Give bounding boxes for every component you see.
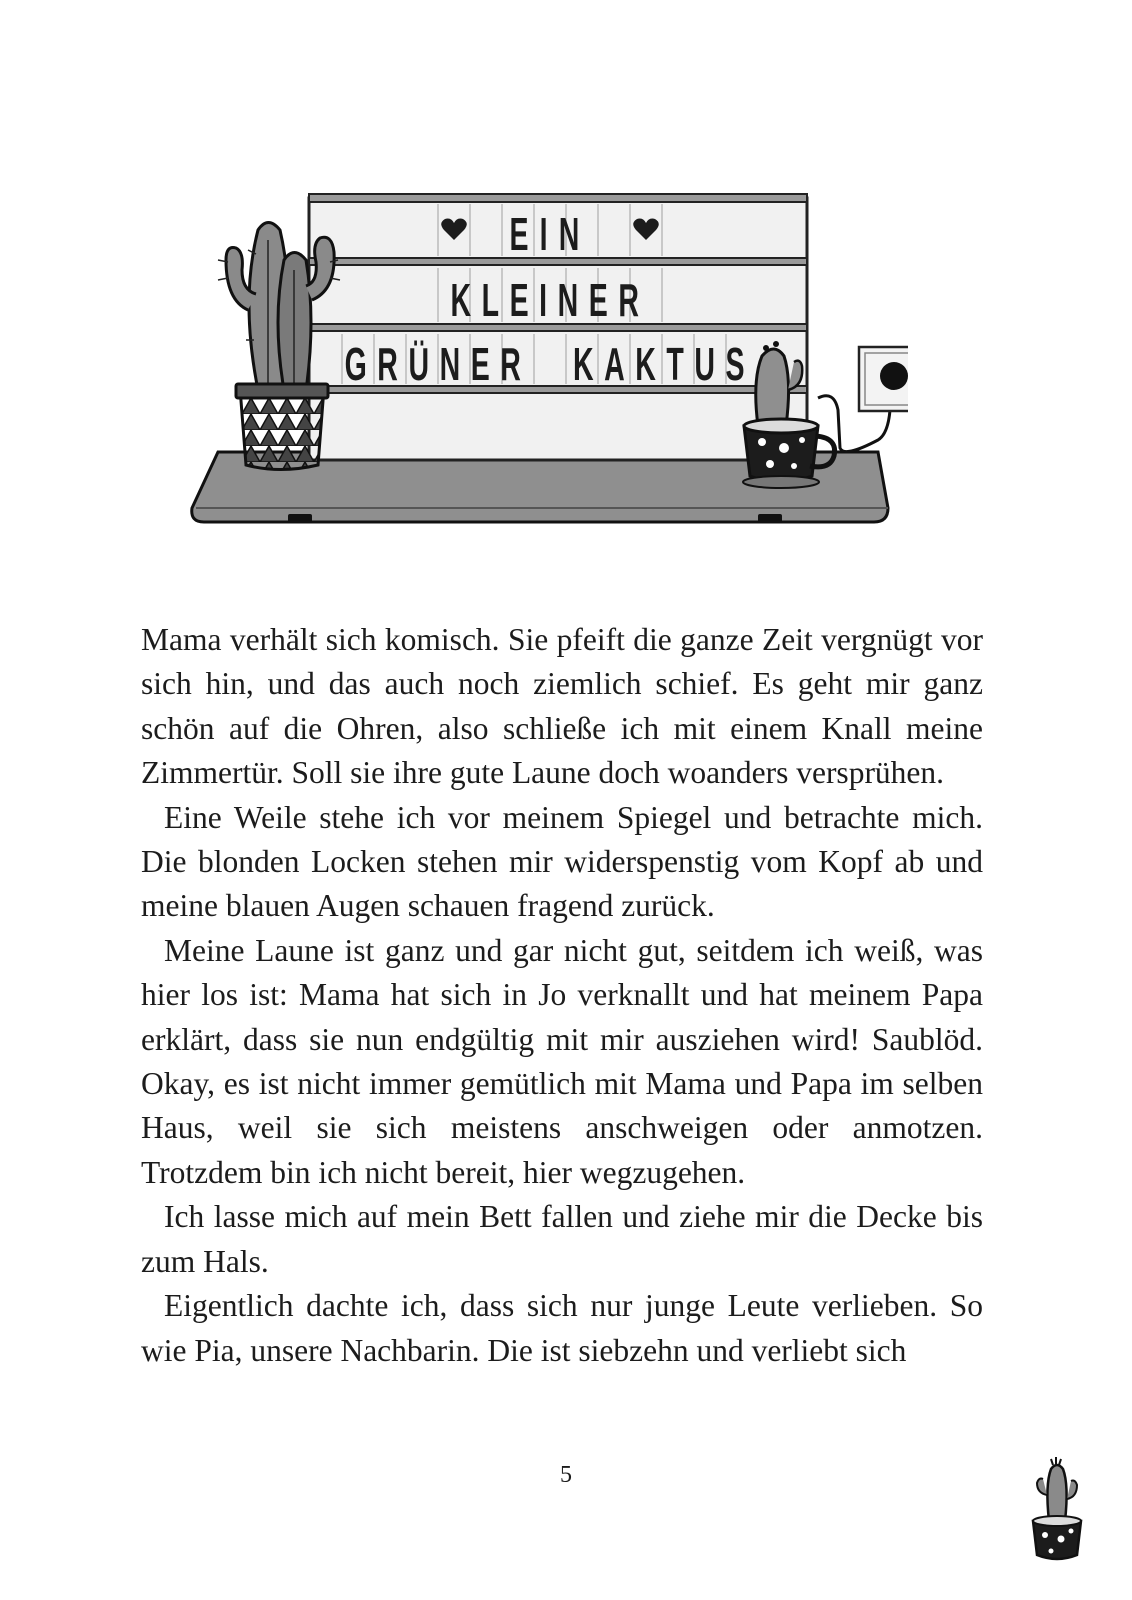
paragraph-1: Mama verhält sich komisch. Sie pfeift die ganze Zeit vergnügt vor sich hin, und das auch noch ziemlich schief. Es geht mir ganz schön auf die Ohren, also schließe ich mit einem Knall meine Zimmertür. Soll sie ihre gute Laune doch woanders versprühen. bbox=[141, 622, 983, 791]
body-text bbox=[141, 618, 983, 1373]
chapter-illustration bbox=[188, 190, 908, 530]
letter-lightbox bbox=[309, 194, 807, 460]
lightbox-row-1: EIN bbox=[509, 209, 591, 261]
lightbox-row-3-word-1: GRÜNER bbox=[344, 339, 532, 391]
wall-socket-icon bbox=[818, 347, 908, 452]
lightbox-row-3-word-2: KAKTUS bbox=[572, 339, 756, 391]
paragraph-3: Meine Laune ist ganz und gar nicht gut, seitdem ich weiß, was hier los ist: Mama hat sich in Jo verknallt und hat meinem Papa erklärt, dass sie nun endgültig mit mir ausziehen wird! Saublöd. Okay, es ist nicht immer gemütlich mit Mama und Papa im selben Haus, weil sie sich meistens anschweigen oder anmotzen. Trotzdem bin ich nicht bereit, hier wegzugehen. bbox=[141, 932, 983, 1190]
paragraph-4: Ich lasse mich auf mein Bett fallen und ziehe mir die Decke bis zum Hals. bbox=[141, 1199, 983, 1279]
page-number: 5 bbox=[560, 1462, 572, 1488]
corner-cactus-icon bbox=[1025, 1455, 1089, 1567]
paragraph-2: Eine Weile stehe ich vor meinem Spiegel und betrachte mich. Die blonden Locken stehen mir widerspenstig vom Kopf ab und meine blauen Augen schauen fragend zurück. bbox=[141, 799, 983, 924]
lightbox-row-2: KLEINER bbox=[450, 275, 650, 327]
paragraph-5: Eigentlich dachte ich, dass sich nur junge Leute verlieben. So wie Pia, unsere Nachbarin. Die ist siebzehn und verliebt sich bbox=[141, 1288, 983, 1368]
